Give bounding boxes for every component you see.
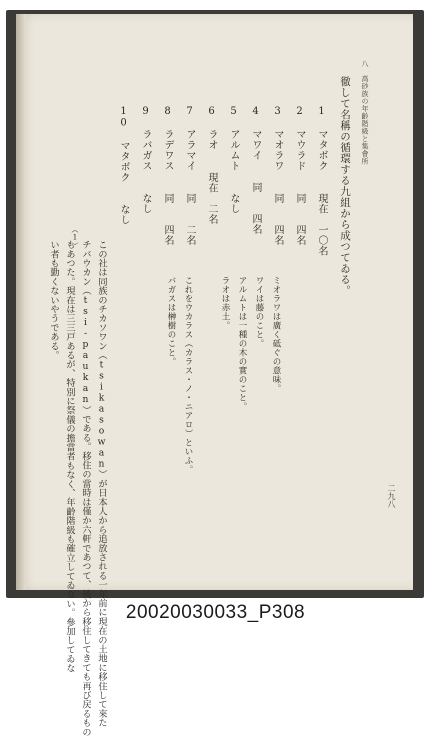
- list-row-1: [314, 106, 329, 256]
- row-name: アルムト: [228, 129, 239, 171]
- list-row-8: [160, 106, 175, 245]
- list-row-2: [292, 106, 307, 245]
- body-line-3: もあつた。現在は三三戸あるが、特別に祭儀の擔當者もなく、年齡階級も確立してゐない。參加してゐな: [64, 240, 75, 673]
- row-count: 現在 一〇名: [316, 192, 327, 256]
- row-number: 3: [272, 106, 283, 118]
- page-gutter-shadow: [16, 14, 26, 590]
- row-number: 7: [184, 106, 195, 118]
- row-count: なし: [228, 192, 239, 214]
- note-arumuto: アルムトは一種の木の實のこと。: [237, 276, 247, 411]
- row-count: なし: [118, 204, 129, 225]
- body-line-4: い者も勤くないやうである。: [48, 240, 59, 360]
- body-line-2: チバウカン（tsi-paukan）である。移住の當時は僅か六軒であつて、後から移住してきても再び戻るもの: [80, 240, 91, 736]
- row-number: 2: [294, 106, 305, 118]
- row-name: ラデワス: [162, 129, 173, 171]
- list-row-7: [182, 106, 197, 245]
- note-miorawa: ミオラワは廣く砥ぐの意味。: [271, 276, 281, 393]
- list-row-5: [226, 106, 241, 214]
- note-bagasu: バガスは榊樹のこと。: [166, 276, 176, 366]
- row-name: マオラワ: [272, 129, 283, 171]
- row-name: マワイ: [250, 129, 261, 161]
- list-row-10: [116, 106, 131, 225]
- row-number: 5: [228, 106, 239, 118]
- intro-line: 徹して名稱の循環する九組から成つてゐる。: [339, 76, 351, 296]
- page-number: 二九八: [387, 484, 396, 508]
- running-header: 八 高砂族の年齡階級と集會所: [361, 60, 369, 165]
- row-count: 同 四名: [162, 192, 173, 245]
- note-ukarasu: これをウカラス（カラス・ノ・ニアロ）といふ。: [183, 276, 193, 474]
- row-number: 1: [316, 106, 327, 118]
- footnote-marker: （1）: [71, 226, 79, 250]
- image-caption: 20020030033_P308: [125, 602, 306, 623]
- row-name: マウラド: [294, 129, 305, 171]
- row-count: なし: [140, 192, 151, 214]
- row-count: 同 四名: [294, 192, 305, 245]
- row-number: 8: [162, 106, 173, 118]
- list-row-3: [270, 106, 285, 245]
- row-number: 10: [118, 106, 129, 129]
- row-number: 4: [250, 106, 261, 118]
- list-row-4: [248, 106, 263, 235]
- row-name: マタボク: [316, 129, 327, 171]
- row-name: ラバガス: [140, 129, 151, 171]
- row-count: 現在 二名: [206, 171, 217, 224]
- list-row-9: [138, 106, 153, 214]
- row-count: 同 二名: [184, 192, 195, 245]
- row-name: ラオ: [206, 129, 217, 150]
- row-count: 同 四名: [272, 192, 283, 245]
- row-name: アラマイ: [184, 129, 195, 171]
- row-count: 同 四名: [250, 182, 261, 235]
- list-row-6: [204, 106, 219, 224]
- row-number: 6: [206, 106, 217, 118]
- body-line-1: この社は同族のチカソワン（tsikasowan）が日本人から追放される一年前に現在の土地に移住して來た: [96, 240, 107, 728]
- note-rao: ラオは赤土。: [220, 276, 230, 330]
- row-number: 9: [140, 106, 151, 118]
- row-name: マタボク: [118, 140, 129, 183]
- note-wai: ワイは藤のこと。: [254, 276, 264, 348]
